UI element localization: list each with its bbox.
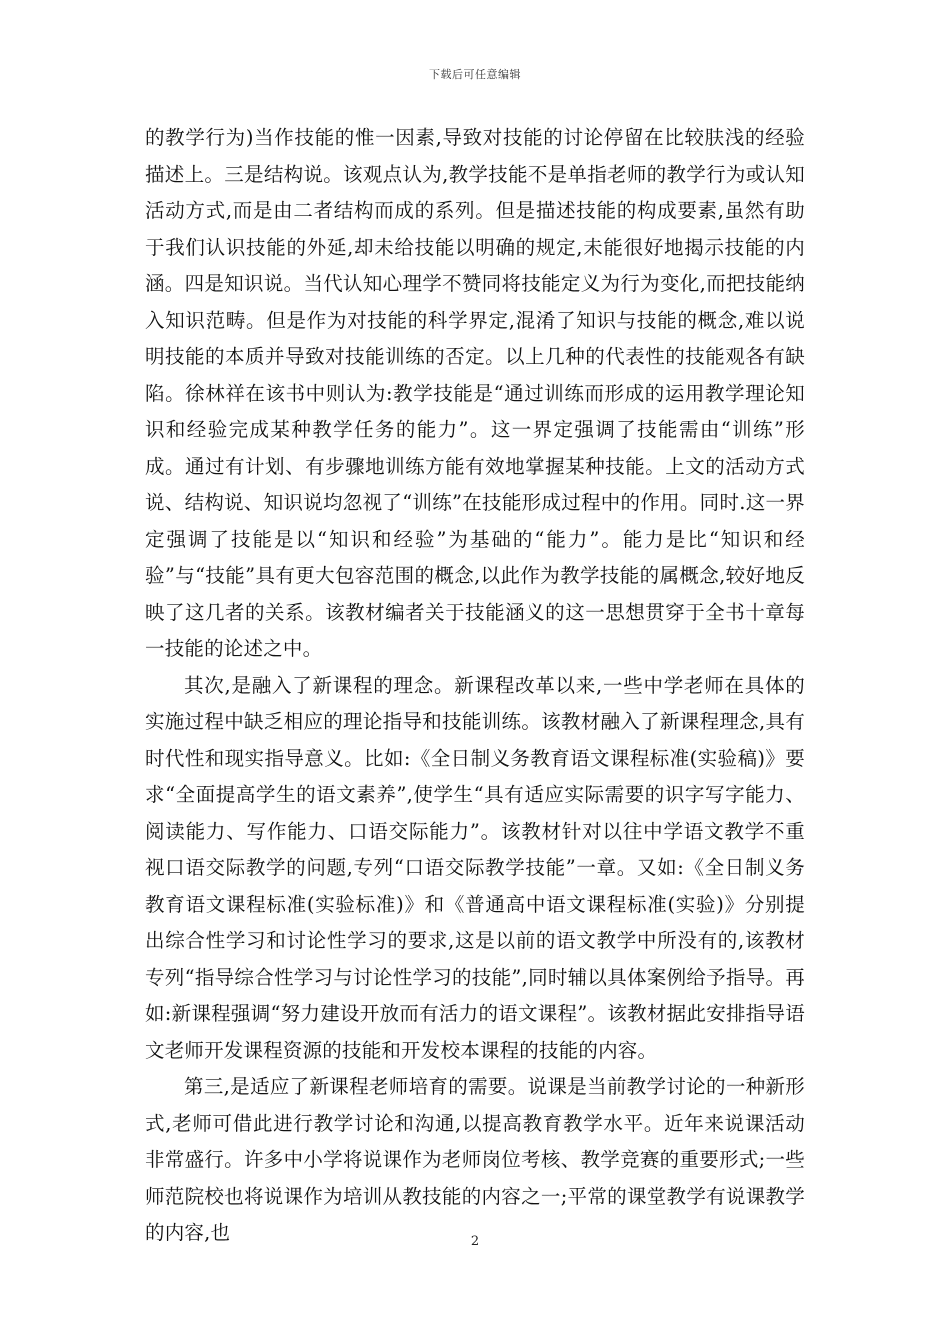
document-body <box>145 120 805 1252</box>
paragraph-second-point: 其次,是融入了新课程的理念。新课程改革以来,一些中学老师在具体的实施过程中缺乏相应的理论指导和技能训练。该教材融入了新课程理念,具有时代性和现实指导意义。比如:《全日制义务教育语文课程标准(实验稿)》要求“全面提高学生的语文素养”,使学生“具有适应实际需要的识字写字能力、阅读能力、写作能力、口语交际能力”。该教材针对以往中学语文教学不重视口语交际教学的问题,专列“口语交际教学技能”一章。又如:《全日制义务教育语文课程标准(实验标准)》和《普通高中语文课程标准(实验)》分别提出综合性学习和讨论性学习的要求,这是以前的语文教学中所没有的,该教材专列“指导综合性学习与讨论性学习的技能”,同时辅以具体案例给予指导。再如:新课程强调“努力建设开放而有活力的语文课程”。该教材据此安排指导语文老师开发课程资源的技能和开发校本课程的技能的内容。 <box>145 673 805 1062</box>
paragraph-third-point: 第三,是适应了新课程老师培育的需要。说课是当前教学讨论的一种新形式,老师可借此进行教学讨论和沟通,以提高教育教学水平。近年来说课活动非常盛行。许多中小学将说课作为老师岗位考核、教学竞赛的重要形式;一些师范院校也将说课作为培训从教技能的内容之一;平常的课堂教学有说课教学的内容,也 <box>145 1075 805 1244</box>
paragraph-continuation: 的教学行为)当作技能的惟一因素,导致对技能的讨论停留在比较肤浅的经验描述上。三是结构说。该观点认为,教学技能不是单指老师的教学行为或认知活动方式,而是由二者结构而成的系列。但是描述技能的构成要素,虽然有助于我们认识技能的外延,却未给技能以明确的规定,未能很好地揭示技能的内涵。四是知识说。当代认知心理学不赞同将技能定义为行为变化,而把技能纳入知识范畴。但是作为对技能的科学界定,混淆了知识与技能的概念,难以说明技能的本质并导致对技能训练的否定。以上几种的代表性的技能观各有缺陷。徐林祥在该书中则认为:教学技能是“通过训练而形成的运用教学理论知识和经验完成某种教学任务的能力”。这一界定强调了技能需由“训练”形成。通过有计划、有步骤地训练方能有效地掌握某种技能。上文的活动方式说、结构说、知识说均忽视了“训练”在技能形成过程中的作用。同时.这一界定强调了技能是以“知识和经验”为基础的“能力”。能力是比“知识和经验”与“技能”具有更大包容范围的概念,以此作为教学技能的属概念,较好地反映了这几者的关系。该教材编者关于技能涵义的这一思想贯穿于全书十章每一技能的论述之中。 <box>145 126 805 660</box>
page-number: 2 <box>470 1234 480 1249</box>
page-header: 下载后可任意编辑 <box>429 68 521 81</box>
